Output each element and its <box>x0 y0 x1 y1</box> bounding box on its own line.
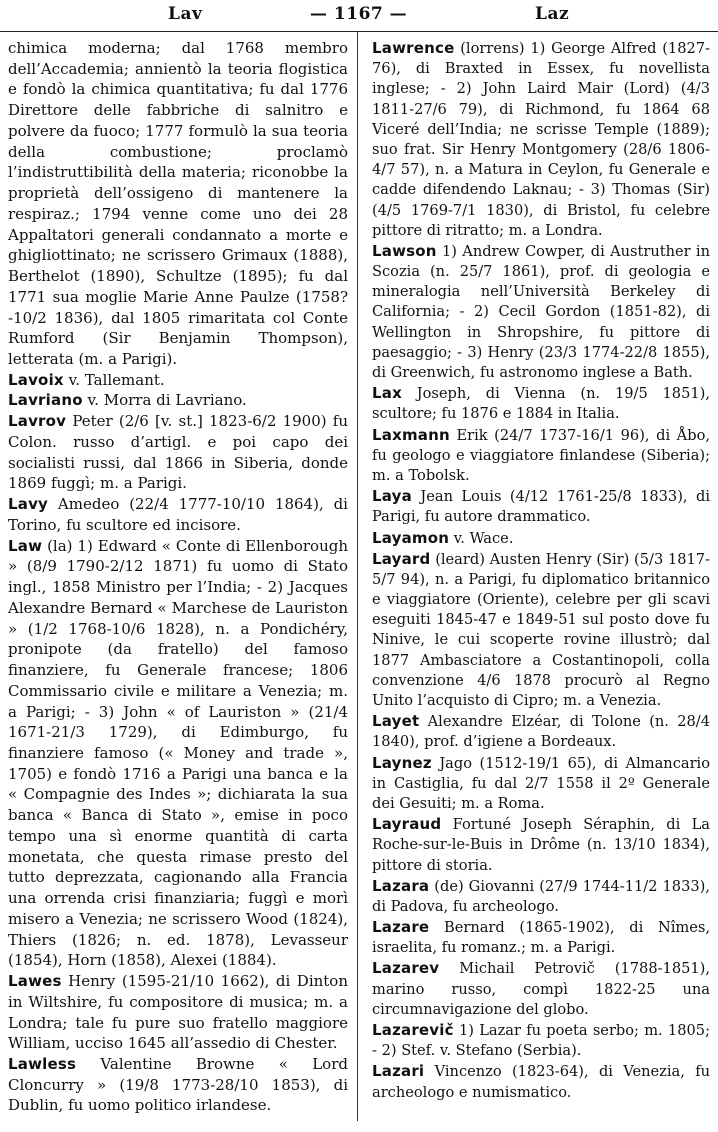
dictionary-entry <box>8 971 348 1054</box>
entry-headword: Lazari <box>372 1062 425 1081</box>
entry-text: chimica moderna; dal 1768 membro dell’Accademia; annientò la teoria flogistica e fondò la chimica quantitativa; fu dal 1776 Direttore delle fabbriche di salnitro e polvere da fuoco; 1777 formulò la sua teoria della combustione; proclamò l’indistruttibilità della materia; riconobbe la proprietà dell’ossigeno di mantenere la respiraz.; 1794 venne come uno dei 28 Appaltatori generali condannato a morte e ghigliottinato; ne scrissero Grimaux (1888), Berthelot (1890), Schultze (1895); fu dal 1771 sua moglie Marie Anne Paulze (1758?-10/2 1836), dal 1805 rimaritata col Conte Rumford (Sir Benjamin Thompson), letterata (m. a Parigi). <box>8 39 348 369</box>
left-column <box>8 38 348 1116</box>
entry-text: Vincenzo (1823-64), di Venezia, fu archeologo e numismatico. <box>372 1063 710 1101</box>
column-divider <box>357 31 358 1121</box>
dictionary-entry <box>372 1020 710 1061</box>
dictionary-entry <box>372 549 710 712</box>
dictionary-entry <box>372 241 710 383</box>
entry-text: Valentine Browne « Lord Cloncurry » (19/8 1773-28/10 1853), di Dublin, fu uomo politico irlandese. <box>8 1054 348 1115</box>
entry-text: Joseph, di Vienna (n. 19/5 1851), scultore; fu 1876 e 1884 in Italia. <box>372 385 710 423</box>
entry-text: (lorrens) 1) George Alfred (1827-76), di Braxted in Essex, fu novellista inglese; - 2) John Laird Mair (Lord) (4/3 1811-27/6 79), di Richmond, fu 1864 68 Viceré dell’India; ne scrisse Temple (1889); suo frat. Sir Henry Montgomery (28/6 1806-4/7 57), n. a Matura in Ceylon, fu Generale e cadde difendendo Laknau; - 3) Thomas (Sir) (4/5 1769-7/1 1830), di Bristol, fu celebre pittore di ritratto; m. a Londra. <box>372 40 710 239</box>
dictionary-entry <box>372 528 710 549</box>
entry-headword: Lazara <box>372 876 430 895</box>
page-number: — 1167 — <box>310 4 408 24</box>
dictionary-entry <box>372 814 710 876</box>
entry-text: 1) Lazar fu poeta serbo; m. 1805; - 2) Stef. v. Stefano (Serbia). <box>372 1022 710 1060</box>
running-head-left: Lav <box>168 4 203 24</box>
dictionary-entry <box>372 753 710 815</box>
dictionary-entry <box>8 38 348 370</box>
entry-text: Erik (24/7 1737-16/1 96), di Åbo, fu geologo e viaggiatore finlandese (Siberia); m. a Tobolsk. <box>372 426 710 484</box>
right-column <box>372 38 710 1103</box>
entry-headword: Lax <box>372 384 402 403</box>
entry-headword: Laynez <box>372 753 432 772</box>
entry-text: v. Tallemant. <box>68 370 165 389</box>
running-head-right: Laz <box>535 4 570 24</box>
entry-headword: Laxmann <box>372 425 450 444</box>
entry-headword: Law <box>8 536 43 555</box>
dictionary-entry <box>372 1061 710 1102</box>
entry-text: Henry (1595-21/10 1662), di Dinton in Wiltshire, fu compositore di musica; m. a Londra; tale fu pure suo fratello maggiore William, ucciso 1645 all’assedio di Chester. <box>8 972 348 1053</box>
entry-headword: Lawrence <box>372 39 455 57</box>
entry-text: Jean Louis (4/12 1761-25/8 1833), di Parigi, fu autore drammatico. <box>372 488 711 526</box>
dictionary-entry <box>372 486 710 527</box>
dictionary-entry <box>8 390 348 411</box>
entry-text: Michail Petrovič (1788-1851), marino russo, compì 1822-25 una circumnavigazione del globo. <box>372 960 711 1018</box>
entry-headword: Lawes <box>8 972 62 991</box>
dictionary-entry <box>8 494 348 535</box>
entry-text: Fortuné Joseph Séraphin, di La Roche-sur-le-Buis in Drôme (n. 13/10 1834), pittore di storia. <box>372 816 711 874</box>
entry-text: (la) 1) Edward « Conte di Ellenborough » (8/9 1790-2/12 1871) fu uomo di Stato ingl., 1858 Ministro per l’India; - 2) Jacques Alexandre Bernard « Marchese de Lauriston » (1/2 1768-10/6 1828), n. a Pondichéry, pronipote (da fratello) del famoso finanziere, fu Generale francese; 1806 Commissario civile e militare a Venezia; m. a Parigi; - 3) John « of Lauriston » (21/4 1671-21/3 1729), di Edimburgo, fu finanziere famoso (« Money and trade », 1705) e fondò 1716 a Parigi una banca e la « Compagnie des Indes »; dichiarata la sua banca « Banca di Stato », emise in poco tempo una sì enorme quantità di carta monetata, che questa rimase presto del tutto deprezzata, cagionando alla Francia una orrenda crisi finanziaria; fuggì e morì misero a Venezia; ne scrissero Wood (1824), Thiers (1826; n. ed. 1878), Levasseur (1854), Horn (1858), Alexei (1884). <box>8 536 348 970</box>
entry-text: Peter (2/6 [v. st.] 1823-6/2 1900) fu Colon. russo d’artigl. e poi capo dei socialisti russi, dal 1866 in Siberia, donde 1869 fuggì; m. a Parigi. <box>8 412 348 493</box>
entry-headword: Lawless <box>8 1054 77 1073</box>
entry-text: 1) Andrew Cowper, di Austruther in Scozia (n. 25/7 1861), prof. di geologia e mineralogia nell’Università Berkeley di California; - 2) Cecil Gordon (1851-82), di Wellington in Shropshire, fu pittore di paesaggio; - 3) Henry (23/3 1774-22/8 1855), di Greenwich, fu astronomo inglese a Bath. <box>372 242 710 381</box>
entry-headword: Lazarevič <box>372 1021 454 1039</box>
dictionary-entry <box>8 536 348 971</box>
entry-headword: Lazarev <box>372 959 440 978</box>
entry-text: v. Morra di Lavriano. <box>87 391 247 410</box>
entry-text: Amedeo (22/4 1777-10/10 1864), di Torino, fu scultore ed incisore. <box>8 495 348 534</box>
entry-headword: Lavy <box>8 495 49 514</box>
entry-text: Alexandre Elzéar, di Tolone (n. 28/4 1840), prof. d’igiene a Bordeaux. <box>372 713 710 751</box>
entry-headword: Laya <box>372 487 412 506</box>
dictionary-entry <box>372 425 710 487</box>
dictionary-entry <box>8 1054 348 1116</box>
entry-headword: Lawson <box>372 241 437 260</box>
entry-headword: Lazare <box>372 918 430 937</box>
entry-headword: Layraud <box>372 815 442 834</box>
dictionary-entry <box>8 411 348 494</box>
header-rule <box>0 31 718 32</box>
page-header <box>0 0 718 30</box>
dictionary-entry <box>372 711 710 752</box>
dictionary-entry <box>372 917 710 958</box>
entry-headword: Layet <box>372 712 420 731</box>
entry-text: (de) Giovanni (27/9 1744-11/2 1833), di Padova, fu archeologo. <box>372 877 710 915</box>
dictionary-entry <box>372 876 710 917</box>
entry-headword: Layamon <box>372 528 450 547</box>
entry-headword: Layard <box>372 549 431 568</box>
entry-text: (leard) Austen Henry (Sir) (5/3 1817-5/7 94), n. a Parigi, fu diplomatico britannico e viaggiatore (Oriente), celebre per gli scavi eseguiti 1845-47 e 1849-51 sul posto dove fu Ninive, le cui scoperte rovine illustrò; dal 1877 Ambasciatore a Costantinopoli, colla convenzione 4/6 1878 procurò al Regno Unito l’acquisto di Cipro; m. a Venezia. <box>372 550 711 709</box>
dictionary-entry <box>372 958 710 1020</box>
dictionary-entry <box>372 38 710 241</box>
entry-headword: Lavrov <box>8 412 67 431</box>
dictionary-entry <box>8 370 348 391</box>
entry-text: Jago (1512-19/1 65), di Almancario in Castiglia, fu dal 2/7 1558 il 2º Generale dei Gesuiti; m. a Roma. <box>372 754 710 812</box>
entry-text: v. Wace. <box>453 529 514 547</box>
entry-headword: Lavriano <box>8 391 83 410</box>
dictionary-entry <box>372 383 710 424</box>
entry-text: Bernard (1865-1902), di Nîmes, israelita, fu romanz.; m. a Parigi. <box>372 919 711 957</box>
entry-headword: Lavoix <box>8 370 64 389</box>
